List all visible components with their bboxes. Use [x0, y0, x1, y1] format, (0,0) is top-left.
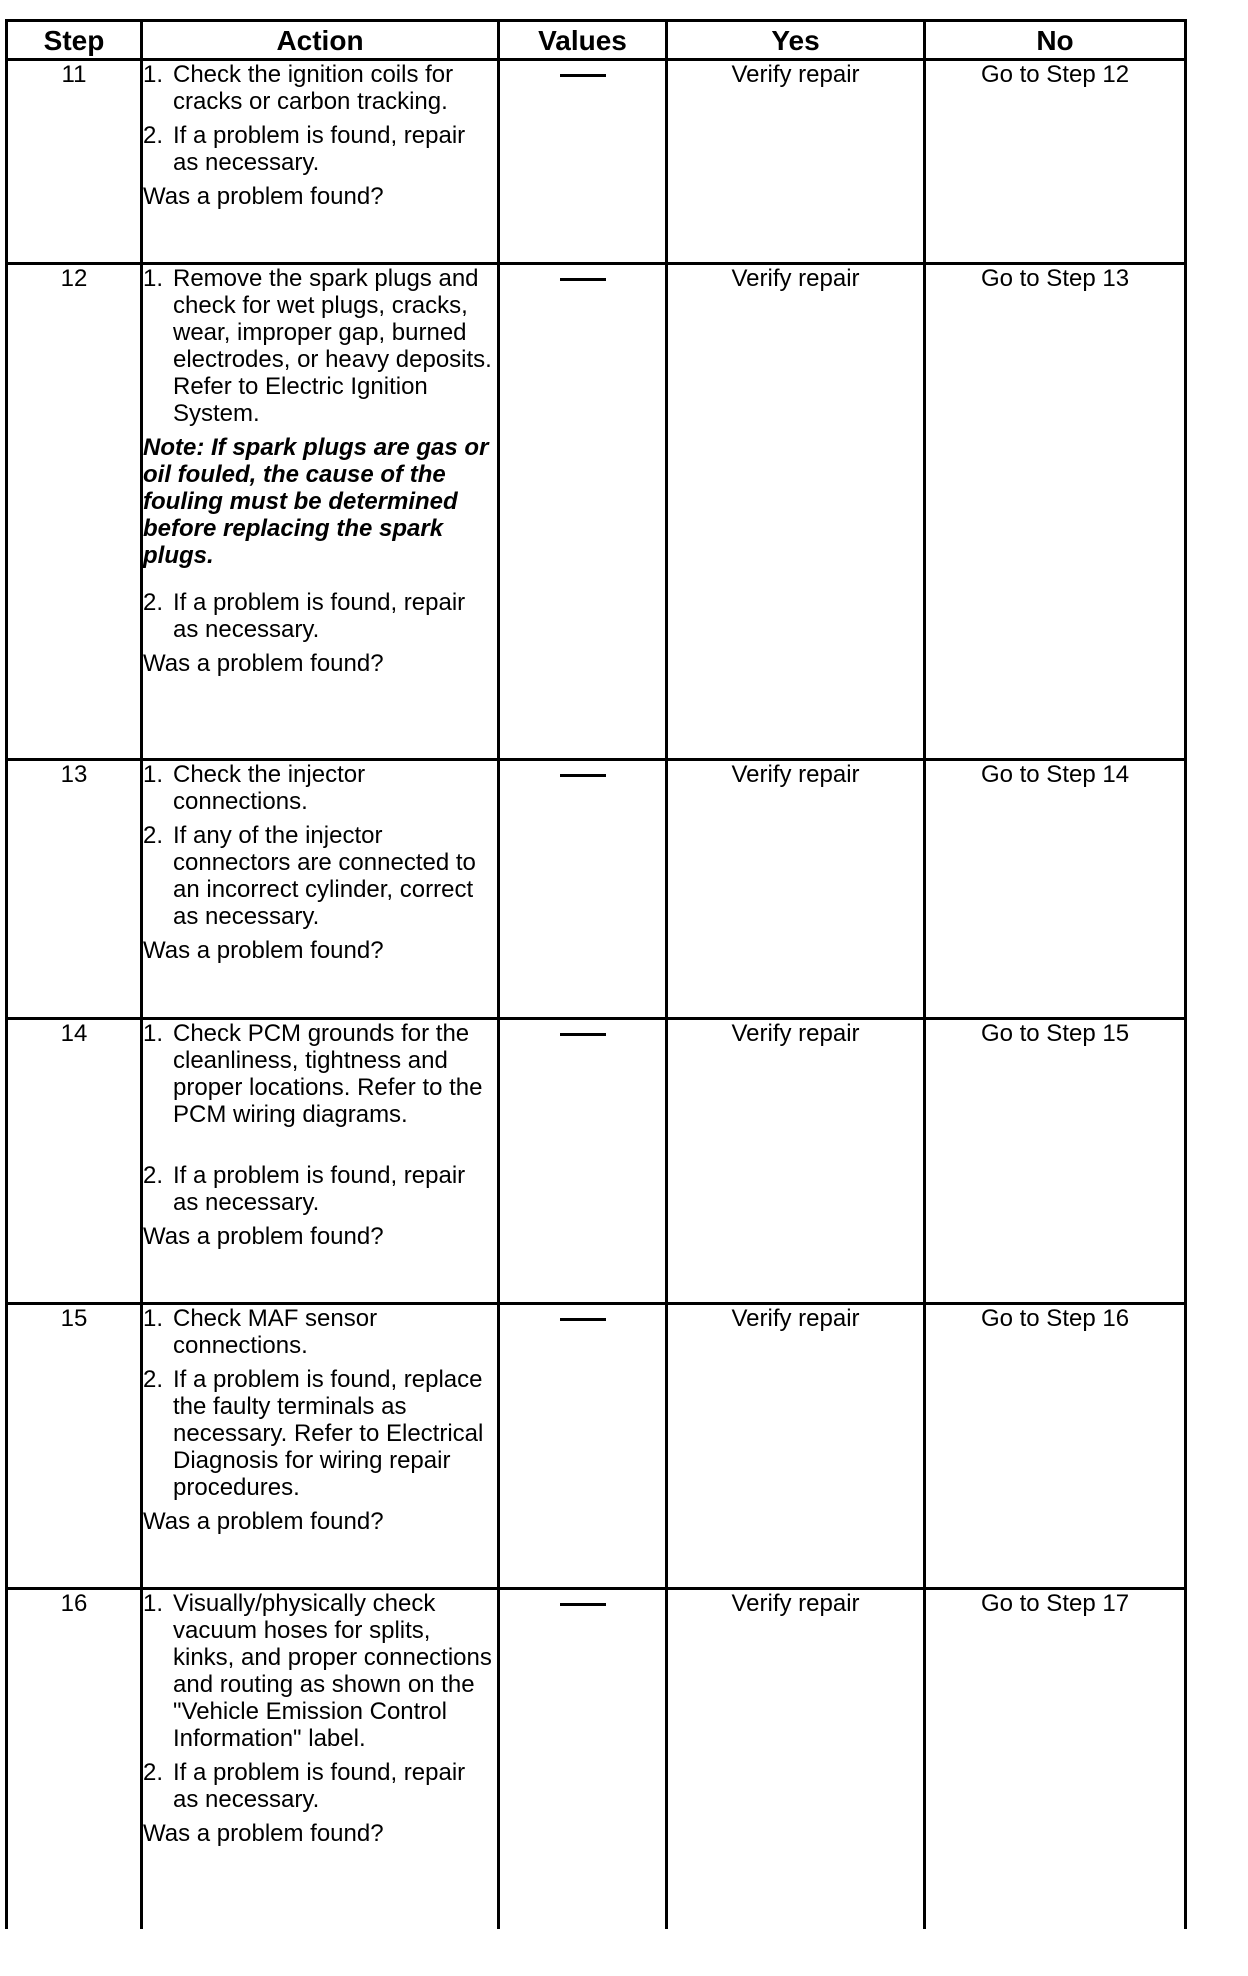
action-cell — [142, 264, 499, 760]
dash-mark — [560, 1318, 606, 1321]
item-text: Check PCM grounds for the cleanliness, tightness and proper locations. Refer to the PCM wiring diagrams. — [173, 1020, 483, 1128]
item-number: 1. — [143, 761, 164, 788]
yes-cell: Verify repair — [667, 1589, 925, 1929]
action-item — [143, 822, 497, 930]
action-item — [143, 1020, 497, 1128]
action-item — [143, 1366, 497, 1501]
dash-mark — [560, 1033, 606, 1036]
no-cell: Go to Step 16 — [925, 1304, 1186, 1589]
values-cell — [499, 60, 667, 264]
item-number: 2. — [143, 1366, 164, 1393]
yes-cell: Verify repair — [667, 1304, 925, 1589]
diagnostic-table — [5, 19, 1187, 1929]
no-cell: Go to Step 14 — [925, 760, 1186, 1019]
header-values: Values — [499, 21, 667, 60]
yes-cell: Verify repair — [667, 264, 925, 760]
action-item — [143, 122, 497, 176]
item-text: Remove the spark plugs and check for wet plugs, cracks, wear, improper gap, burned electrodes, or heavy deposits. Refer to Electric Ignition System. — [173, 265, 492, 427]
header-action: Action — [142, 21, 499, 60]
table-row — [7, 264, 1186, 760]
item-number: 1. — [143, 265, 164, 292]
values-cell — [499, 264, 667, 760]
dash-mark — [560, 774, 606, 777]
values-cell — [499, 1019, 667, 1304]
action-item — [143, 1590, 497, 1752]
action-item — [143, 265, 497, 427]
yes-cell: Verify repair — [667, 1019, 925, 1304]
action-cell — [142, 60, 499, 264]
item-text: Check the injector connections. — [173, 761, 366, 815]
item-number: 2. — [143, 122, 164, 149]
item-text: Visually/physically check vacuum hoses for splits, kinks, and proper connections and routing as shown on the "Vehicle Emission Control Information" label. — [173, 1590, 492, 1752]
question-text: Was a problem found? — [143, 183, 384, 210]
question-text: Was a problem found? — [143, 937, 384, 964]
no-cell: Go to Step 13 — [925, 264, 1186, 760]
header-step: Step — [7, 21, 142, 60]
no-cell: Go to Step 15 — [925, 1019, 1186, 1304]
dash-mark — [560, 1603, 606, 1606]
yes-cell: Verify repair — [667, 60, 925, 264]
step-number: 15 — [7, 1304, 142, 1589]
table-row — [7, 760, 1186, 1019]
no-cell: Go to Step 17 — [925, 1589, 1186, 1929]
action-item — [143, 761, 497, 815]
item-number: 2. — [143, 1759, 164, 1786]
item-text: If a problem is found, replace the faulty terminals as necessary. Refer to Electrical Diagnosis for wiring repair procedures. — [173, 1366, 484, 1501]
action-item — [143, 589, 497, 643]
action-item — [143, 1305, 497, 1359]
action-cell — [142, 760, 499, 1019]
values-cell — [499, 1589, 667, 1929]
header-no: No — [925, 21, 1186, 60]
item-text: Check the ignition coils for cracks or carbon tracking. — [173, 61, 454, 115]
action-item — [143, 1162, 497, 1216]
question-text: Was a problem found? — [143, 650, 384, 677]
values-cell — [499, 760, 667, 1019]
item-number: 2. — [143, 589, 164, 616]
item-text: If a problem is found, repair as necessary. — [173, 589, 466, 643]
action-item — [143, 1759, 497, 1813]
item-text: If any of the injector connectors are connected to an incorrect cylinder, correct as necessary. — [173, 822, 476, 930]
question-text: Was a problem found? — [143, 1223, 384, 1250]
item-number: 1. — [143, 1020, 164, 1047]
action-cell — [142, 1589, 499, 1929]
action-cell — [142, 1304, 499, 1589]
action-cell — [142, 1019, 499, 1304]
header-yes: Yes — [667, 21, 925, 60]
item-number: 1. — [143, 1590, 164, 1617]
step-number: 14 — [7, 1019, 142, 1304]
table-row — [7, 1589, 1186, 1929]
dash-mark — [560, 278, 606, 281]
action-item — [143, 61, 497, 115]
table-row — [7, 1304, 1186, 1589]
step-number: 11 — [7, 60, 142, 264]
item-number: 2. — [143, 822, 164, 849]
header-row — [7, 21, 1186, 60]
item-number: 2. — [143, 1162, 164, 1189]
item-text: Check MAF sensor connections. — [173, 1305, 378, 1359]
item-number: 1. — [143, 61, 164, 88]
values-cell — [499, 1304, 667, 1589]
dash-mark — [560, 74, 606, 77]
step-number: 16 — [7, 1589, 142, 1929]
item-text: If a problem is found, repair as necessary. — [173, 1162, 466, 1216]
item-number: 1. — [143, 1305, 164, 1332]
table-row — [7, 60, 1186, 264]
question-text: Was a problem found? — [143, 1508, 384, 1535]
no-cell: Go to Step 12 — [925, 60, 1186, 264]
table-row — [7, 1019, 1186, 1304]
note-text: Note: If spark plugs are gas or oil fouled, the cause of the fouling must be determined before replacing the spark plugs. — [143, 434, 489, 569]
step-number: 12 — [7, 264, 142, 760]
yes-cell: Verify repair — [667, 760, 925, 1019]
question-text: Was a problem found? — [143, 1820, 384, 1847]
item-text: If a problem is found, repair as necessary. — [173, 122, 466, 176]
item-text: If a problem is found, repair as necessary. — [173, 1759, 466, 1813]
step-number: 13 — [7, 760, 142, 1019]
